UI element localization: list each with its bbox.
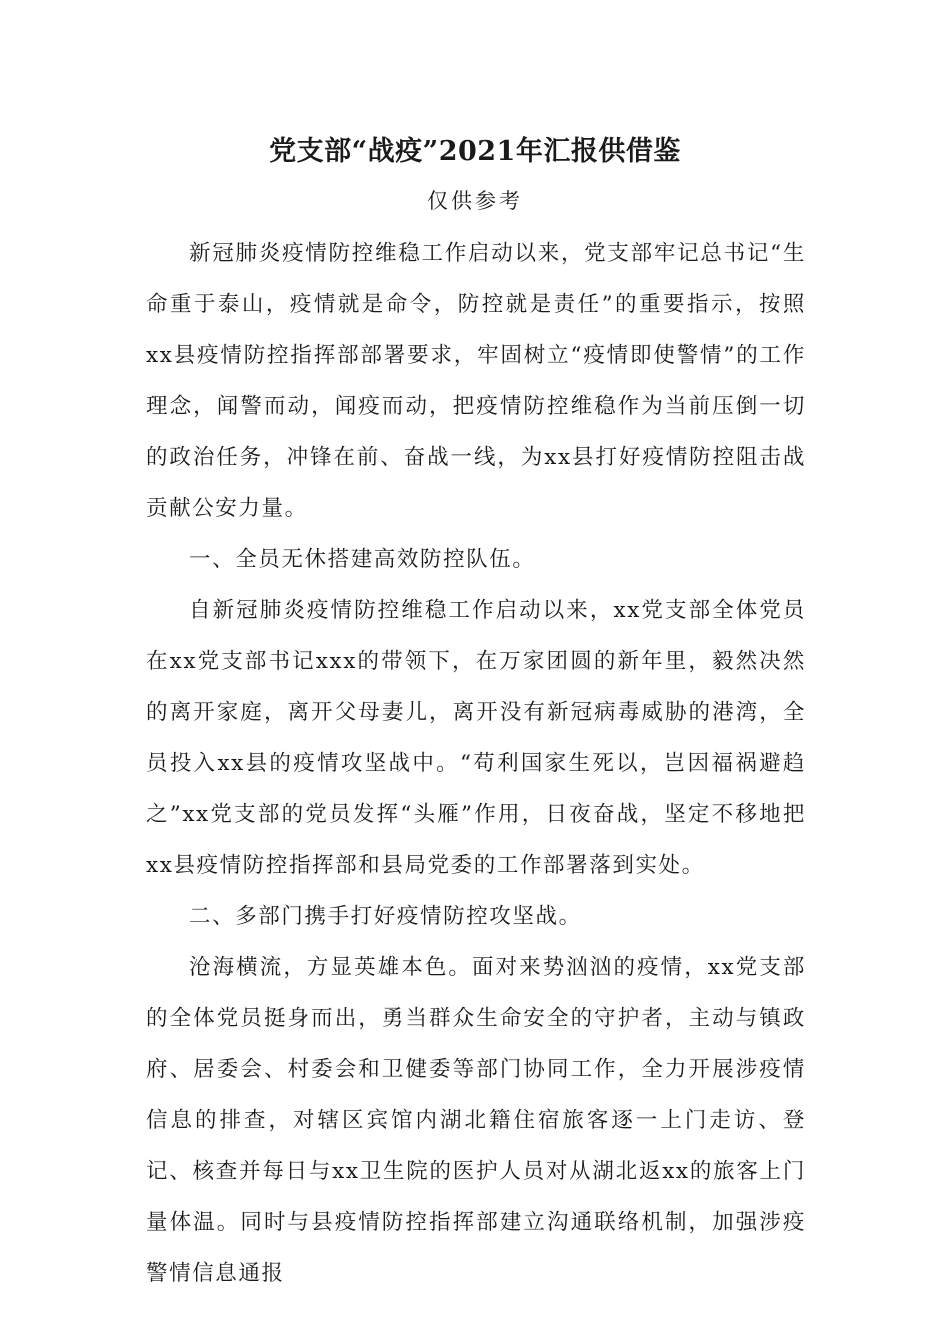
intro-paragraph: 新冠肺炎疫情防控维稳工作启动以来，党支部牢记总书记“生命重于泰山，疫情就是命令，防控就是责任”的重要指示，按照xx县疫情防控指挥部部署要求，牢固树立“疫情即使警情”的工作理念，闻警而动，闻疫而动，把疫情防控维稳作为当前压倒一切的政治任务，冲锋在前、奋战一线，为xx县打好疫情防控阻击战贡献公安力量。	[146, 241, 806, 521]
document-body	[146, 228, 806, 1299]
section-heading-2: 二、多部门携手打好疫情防控攻坚战。	[189, 904, 582, 929]
document-title: 党支部“战疫”2021年汇报供借鉴	[269, 136, 681, 167]
section-2-paragraph: 沧海横流，方显英雄本色。面对来势汹汹的疫情，xx党支部的全体党员挺身而出，勇当群众生命安全的守护者，主动与镇政府、居委会、村委会和卫健委等部门协同工作，全力开展涉疫情信息的排查，对辖区宾馆内湖北籍住宿旅客逐一上门走访、登记、核查并每日与xx卫生院的医护人员对从湖北返xx的旅客上门量体温。同时与县疫情防控指挥部建立沟通联络机制，加强涉疫警情信息通报	[146, 955, 806, 1286]
document-subtitle: 仅供参考	[427, 189, 523, 213]
section-heading-1: 一、全员无休搭建高效防控队伍。	[189, 547, 536, 572]
section-1-paragraph: 自新冠肺炎疫情防控维稳工作启动以来，xx党支部全体党员在xx党支部书记xxx的带领下，在万家团圆的新年里，毅然决然的离开家庭，离开父母妻儿，离开没有新冠病毒威胁的港湾，全员投入xx县的疫情攻坚战中。“苟利国家生死以，岂因福祸避趋之”xx党支部的党员发挥“头雁”作用，日夜奋战，坚定不移地把xx县疫情防控指挥部和县局党委的工作部署落到实处。	[146, 598, 806, 878]
